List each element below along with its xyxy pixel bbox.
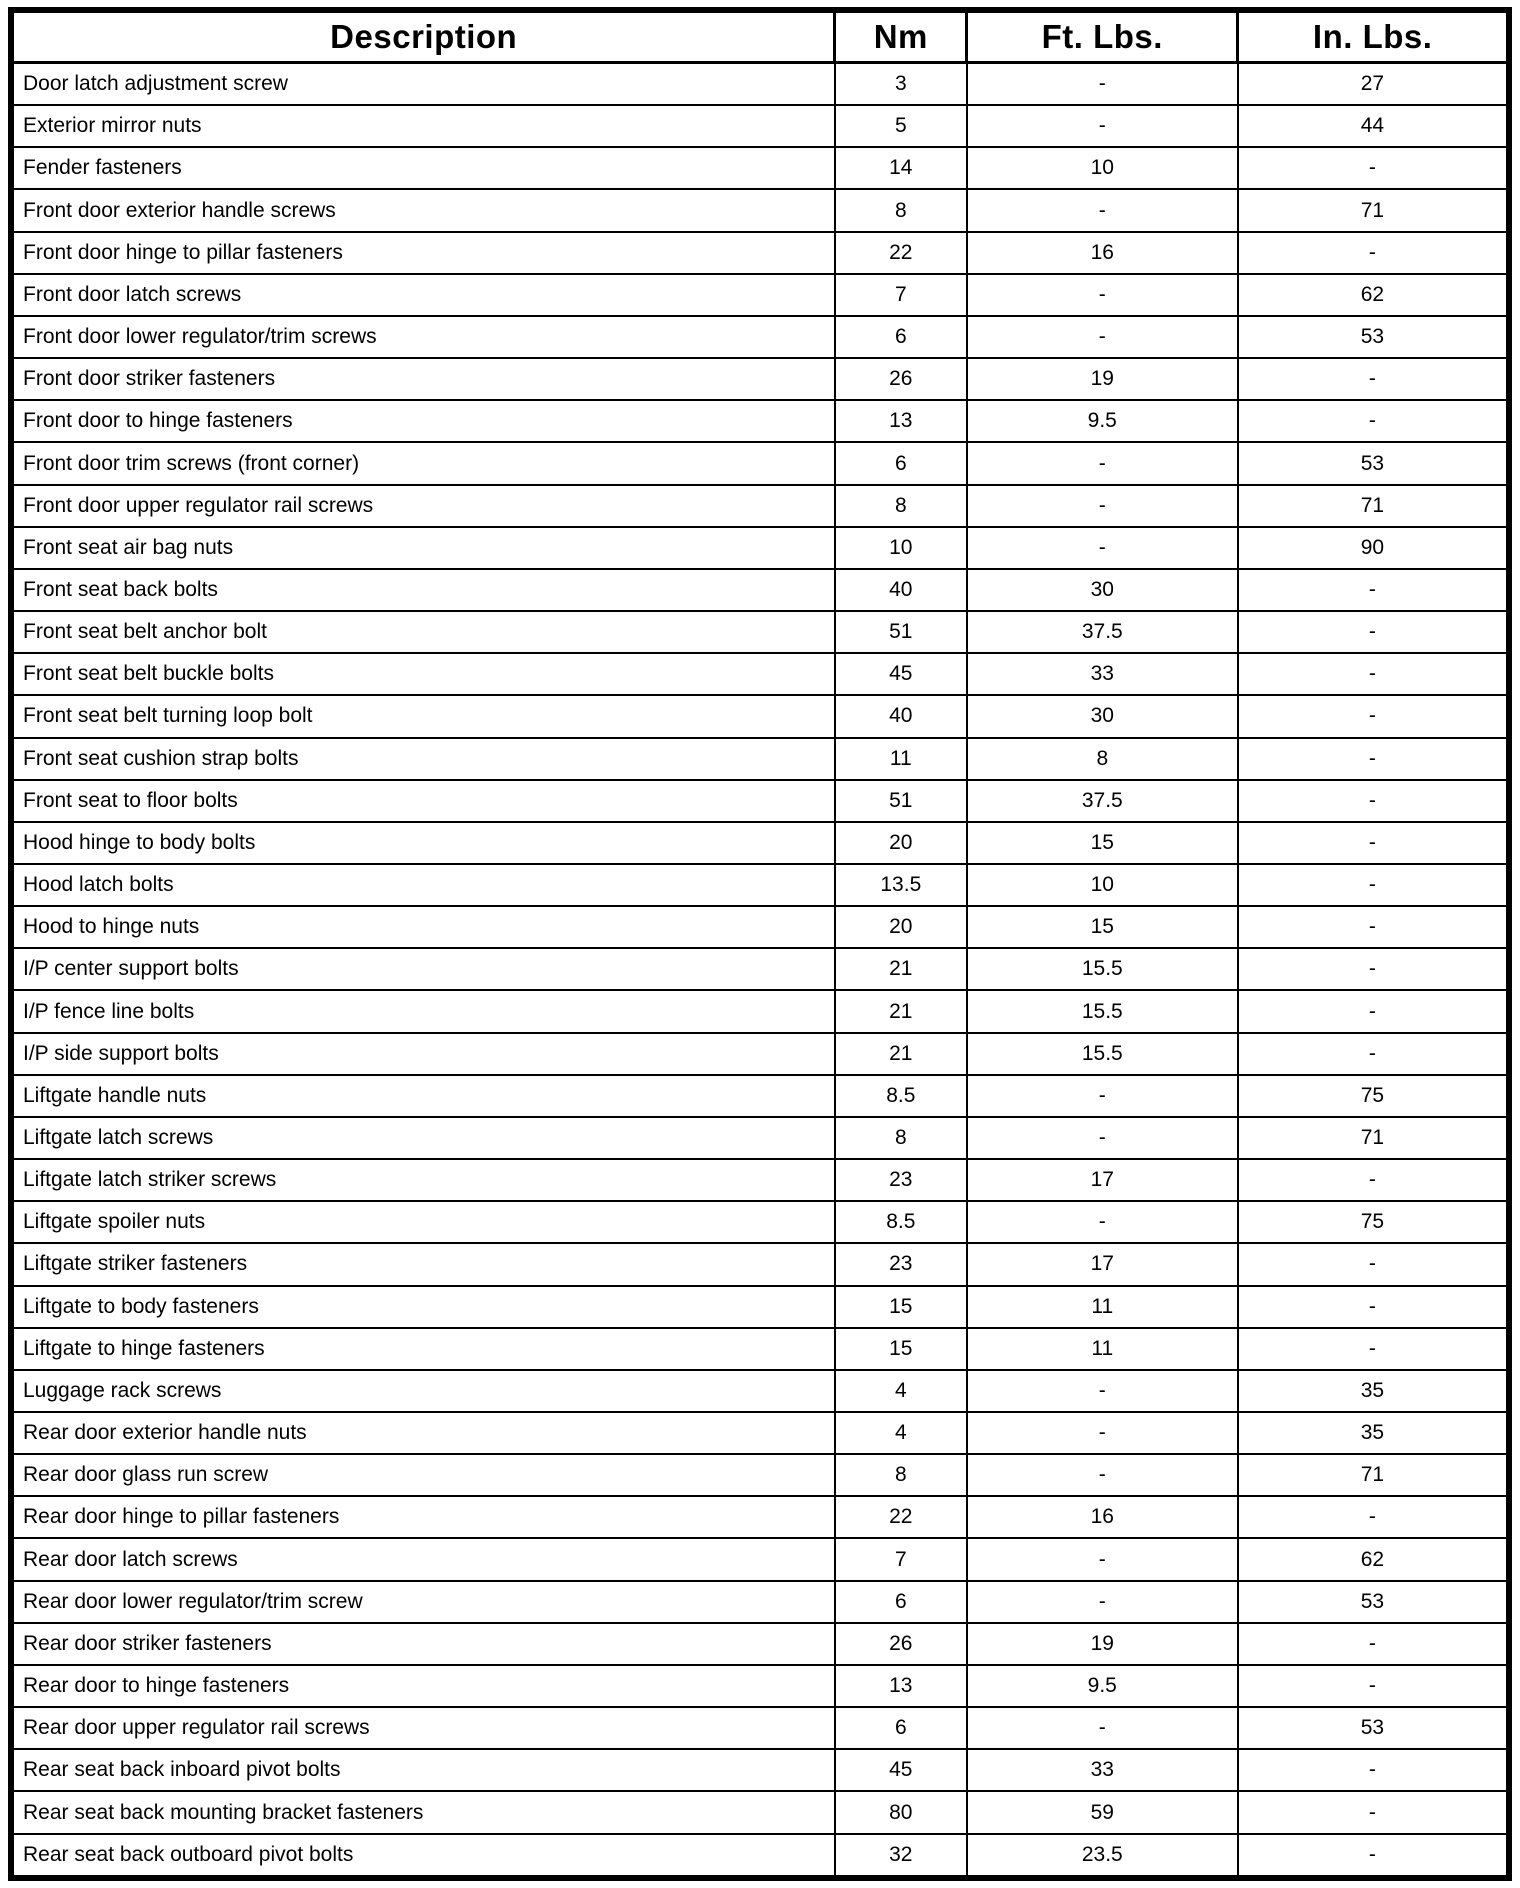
header-nm: Nm bbox=[835, 10, 967, 63]
nm-cell: 21 bbox=[835, 990, 967, 1032]
in-lbs-cell: 62 bbox=[1238, 1538, 1509, 1580]
nm-cell: 7 bbox=[835, 274, 967, 316]
nm-cell: 10 bbox=[835, 527, 967, 569]
ft-lbs-cell: - bbox=[967, 189, 1238, 231]
table-body bbox=[11, 63, 1509, 1879]
ft-lbs-cell: 37.5 bbox=[967, 780, 1238, 822]
in-lbs-cell: - bbox=[1238, 780, 1509, 822]
table-row bbox=[11, 1412, 1509, 1454]
nm-cell: 40 bbox=[835, 569, 967, 611]
nm-cell: 22 bbox=[835, 1496, 967, 1538]
description-cell: Rear door hinge to pillar fasteners bbox=[11, 1496, 835, 1538]
table-row bbox=[11, 1707, 1509, 1749]
description-cell: Liftgate spoiler nuts bbox=[11, 1201, 835, 1243]
in-lbs-cell: - bbox=[1238, 738, 1509, 780]
nm-cell: 20 bbox=[835, 822, 967, 864]
table-row bbox=[11, 1159, 1509, 1201]
table-row bbox=[11, 611, 1509, 653]
description-cell: Liftgate to hinge fasteners bbox=[11, 1328, 835, 1370]
description-cell: Liftgate handle nuts bbox=[11, 1075, 835, 1117]
table-row bbox=[11, 948, 1509, 990]
ft-lbs-cell: - bbox=[967, 105, 1238, 147]
description-cell: Rear door striker fasteners bbox=[11, 1623, 835, 1665]
nm-cell: 26 bbox=[835, 1623, 967, 1665]
description-cell: Exterior mirror nuts bbox=[11, 105, 835, 147]
ft-lbs-cell: - bbox=[967, 1454, 1238, 1496]
table-row bbox=[11, 105, 1509, 147]
description-cell: Front door trim screws (front corner) bbox=[11, 442, 835, 484]
ft-lbs-cell: - bbox=[967, 63, 1238, 106]
nm-cell: 20 bbox=[835, 906, 967, 948]
nm-cell: 13 bbox=[835, 400, 967, 442]
ft-lbs-cell: 15 bbox=[967, 822, 1238, 864]
in-lbs-cell: 53 bbox=[1238, 1707, 1509, 1749]
ft-lbs-cell: 30 bbox=[967, 569, 1238, 611]
description-cell: Hood to hinge nuts bbox=[11, 906, 835, 948]
table-row bbox=[11, 738, 1509, 780]
ft-lbs-cell: 16 bbox=[967, 232, 1238, 274]
description-cell: Fender fasteners bbox=[11, 147, 835, 189]
in-lbs-cell: - bbox=[1238, 1834, 1509, 1878]
ft-lbs-cell: - bbox=[967, 1370, 1238, 1412]
description-cell: I/P side support bolts bbox=[11, 1033, 835, 1075]
nm-cell: 51 bbox=[835, 780, 967, 822]
in-lbs-cell: - bbox=[1238, 232, 1509, 274]
table-row bbox=[11, 1834, 1509, 1878]
header-row bbox=[11, 10, 1509, 63]
ft-lbs-cell: - bbox=[967, 1075, 1238, 1117]
description-cell: Front door upper regulator rail screws bbox=[11, 485, 835, 527]
nm-cell: 26 bbox=[835, 358, 967, 400]
in-lbs-cell: - bbox=[1238, 1665, 1509, 1707]
table-row bbox=[11, 1538, 1509, 1580]
in-lbs-cell: - bbox=[1238, 1286, 1509, 1328]
table-row bbox=[11, 189, 1509, 231]
description-cell: Rear door upper regulator rail screws bbox=[11, 1707, 835, 1749]
in-lbs-cell: 53 bbox=[1238, 442, 1509, 484]
ft-lbs-cell: - bbox=[967, 1581, 1238, 1623]
table-row bbox=[11, 442, 1509, 484]
nm-cell: 4 bbox=[835, 1412, 967, 1454]
in-lbs-cell: - bbox=[1238, 653, 1509, 695]
in-lbs-cell: - bbox=[1238, 569, 1509, 611]
description-cell: Door latch adjustment screw bbox=[11, 63, 835, 106]
ft-lbs-cell: 33 bbox=[967, 1749, 1238, 1791]
table-row bbox=[11, 1749, 1509, 1791]
in-lbs-cell: 44 bbox=[1238, 105, 1509, 147]
ft-lbs-cell: - bbox=[967, 1707, 1238, 1749]
nm-cell: 45 bbox=[835, 653, 967, 695]
in-lbs-cell: - bbox=[1238, 990, 1509, 1032]
table-row bbox=[11, 358, 1509, 400]
nm-cell: 8 bbox=[835, 1117, 967, 1159]
description-cell: Rear seat back inboard pivot bolts bbox=[11, 1749, 835, 1791]
table-row bbox=[11, 569, 1509, 611]
table-row bbox=[11, 400, 1509, 442]
description-cell: Liftgate striker fasteners bbox=[11, 1243, 835, 1285]
nm-cell: 13.5 bbox=[835, 864, 967, 906]
nm-cell: 15 bbox=[835, 1328, 967, 1370]
table-row bbox=[11, 147, 1509, 189]
table-row bbox=[11, 1075, 1509, 1117]
in-lbs-cell: 90 bbox=[1238, 527, 1509, 569]
description-cell: Front door lower regulator/trim screws bbox=[11, 316, 835, 358]
ft-lbs-cell: - bbox=[967, 485, 1238, 527]
nm-cell: 32 bbox=[835, 1834, 967, 1878]
in-lbs-cell: 75 bbox=[1238, 1075, 1509, 1117]
ft-lbs-cell: - bbox=[967, 1117, 1238, 1159]
nm-cell: 8 bbox=[835, 1454, 967, 1496]
ft-lbs-cell: 15.5 bbox=[967, 948, 1238, 990]
in-lbs-cell: - bbox=[1238, 1791, 1509, 1833]
description-cell: Hood latch bolts bbox=[11, 864, 835, 906]
header-in-lbs: In. Lbs. bbox=[1238, 10, 1509, 63]
ft-lbs-cell: 8 bbox=[967, 738, 1238, 780]
in-lbs-cell: - bbox=[1238, 358, 1509, 400]
ft-lbs-cell: - bbox=[967, 442, 1238, 484]
in-lbs-cell: - bbox=[1238, 400, 1509, 442]
description-cell: Front door hinge to pillar fasteners bbox=[11, 232, 835, 274]
description-cell: Front seat back bolts bbox=[11, 569, 835, 611]
description-cell: Rear door glass run screw bbox=[11, 1454, 835, 1496]
nm-cell: 6 bbox=[835, 1581, 967, 1623]
nm-cell: 23 bbox=[835, 1159, 967, 1201]
ft-lbs-cell: - bbox=[967, 1538, 1238, 1580]
description-cell: Rear door exterior handle nuts bbox=[11, 1412, 835, 1454]
in-lbs-cell: 71 bbox=[1238, 1454, 1509, 1496]
nm-cell: 51 bbox=[835, 611, 967, 653]
nm-cell: 6 bbox=[835, 442, 967, 484]
in-lbs-cell: - bbox=[1238, 611, 1509, 653]
ft-lbs-cell: 11 bbox=[967, 1328, 1238, 1370]
table-row bbox=[11, 1581, 1509, 1623]
ft-lbs-cell: - bbox=[967, 274, 1238, 316]
ft-lbs-cell: 59 bbox=[967, 1791, 1238, 1833]
in-lbs-cell: - bbox=[1238, 864, 1509, 906]
nm-cell: 8.5 bbox=[835, 1201, 967, 1243]
ft-lbs-cell: 19 bbox=[967, 1623, 1238, 1665]
ft-lbs-cell: 9.5 bbox=[967, 1665, 1238, 1707]
description-cell: Rear seat back mounting bracket fasteners bbox=[11, 1791, 835, 1833]
description-cell: Front seat belt buckle bolts bbox=[11, 653, 835, 695]
table-row bbox=[11, 274, 1509, 316]
description-cell: Hood hinge to body bolts bbox=[11, 822, 835, 864]
nm-cell: 21 bbox=[835, 1033, 967, 1075]
nm-cell: 80 bbox=[835, 1791, 967, 1833]
description-cell: I/P fence line bolts bbox=[11, 990, 835, 1032]
in-lbs-cell: 35 bbox=[1238, 1412, 1509, 1454]
in-lbs-cell: 62 bbox=[1238, 274, 1509, 316]
nm-cell: 3 bbox=[835, 63, 967, 106]
table-row bbox=[11, 1454, 1509, 1496]
description-cell: Front seat cushion strap bolts bbox=[11, 738, 835, 780]
in-lbs-cell: 71 bbox=[1238, 485, 1509, 527]
in-lbs-cell: 35 bbox=[1238, 1370, 1509, 1412]
ft-lbs-cell: 23.5 bbox=[967, 1834, 1238, 1878]
table-row bbox=[11, 653, 1509, 695]
description-cell: Front door exterior handle screws bbox=[11, 189, 835, 231]
table-row bbox=[11, 1623, 1509, 1665]
table-row bbox=[11, 1328, 1509, 1370]
nm-cell: 21 bbox=[835, 948, 967, 990]
table-row bbox=[11, 695, 1509, 737]
table-row bbox=[11, 1496, 1509, 1538]
table-row bbox=[11, 63, 1509, 106]
description-cell: Front seat air bag nuts bbox=[11, 527, 835, 569]
table-row bbox=[11, 316, 1509, 358]
in-lbs-cell: - bbox=[1238, 695, 1509, 737]
ft-lbs-cell: 15.5 bbox=[967, 990, 1238, 1032]
ft-lbs-cell: 10 bbox=[967, 864, 1238, 906]
table-row bbox=[11, 1665, 1509, 1707]
nm-cell: 7 bbox=[835, 1538, 967, 1580]
description-cell: Liftgate latch screws bbox=[11, 1117, 835, 1159]
description-cell: Front door to hinge fasteners bbox=[11, 400, 835, 442]
in-lbs-cell: 53 bbox=[1238, 1581, 1509, 1623]
table-row bbox=[11, 990, 1509, 1032]
ft-lbs-cell: 10 bbox=[967, 147, 1238, 189]
nm-cell: 6 bbox=[835, 1707, 967, 1749]
in-lbs-cell: - bbox=[1238, 1496, 1509, 1538]
description-cell: Rear seat back outboard pivot bolts bbox=[11, 1834, 835, 1878]
in-lbs-cell: 27 bbox=[1238, 63, 1509, 106]
nm-cell: 11 bbox=[835, 738, 967, 780]
ft-lbs-cell: 37.5 bbox=[967, 611, 1238, 653]
in-lbs-cell: - bbox=[1238, 822, 1509, 864]
nm-cell: 22 bbox=[835, 232, 967, 274]
table-row bbox=[11, 1370, 1509, 1412]
ft-lbs-cell: - bbox=[967, 316, 1238, 358]
table-row bbox=[11, 1791, 1509, 1833]
table-row bbox=[11, 780, 1509, 822]
in-lbs-cell: - bbox=[1238, 948, 1509, 990]
description-cell: Front seat belt anchor bolt bbox=[11, 611, 835, 653]
in-lbs-cell: - bbox=[1238, 1243, 1509, 1285]
header-description: Description bbox=[11, 10, 835, 63]
description-cell: Liftgate latch striker screws bbox=[11, 1159, 835, 1201]
ft-lbs-cell: 33 bbox=[967, 653, 1238, 695]
table-row bbox=[11, 906, 1509, 948]
table-row bbox=[11, 527, 1509, 569]
header-ft-lbs: Ft. Lbs. bbox=[967, 10, 1238, 63]
in-lbs-cell: - bbox=[1238, 147, 1509, 189]
nm-cell: 40 bbox=[835, 695, 967, 737]
in-lbs-cell: - bbox=[1238, 1623, 1509, 1665]
description-cell: Rear door lower regulator/trim screw bbox=[11, 1581, 835, 1623]
ft-lbs-cell: 15 bbox=[967, 906, 1238, 948]
ft-lbs-cell: - bbox=[967, 1201, 1238, 1243]
nm-cell: 45 bbox=[835, 1749, 967, 1791]
torque-spec-table bbox=[8, 7, 1512, 1881]
in-lbs-cell: 71 bbox=[1238, 1117, 1509, 1159]
description-cell: Liftgate to body fasteners bbox=[11, 1286, 835, 1328]
table-row bbox=[11, 232, 1509, 274]
nm-cell: 8 bbox=[835, 189, 967, 231]
table-row bbox=[11, 1243, 1509, 1285]
nm-cell: 4 bbox=[835, 1370, 967, 1412]
description-cell: I/P center support bolts bbox=[11, 948, 835, 990]
in-lbs-cell: - bbox=[1238, 1749, 1509, 1791]
ft-lbs-cell: 11 bbox=[967, 1286, 1238, 1328]
ft-lbs-cell: 15.5 bbox=[967, 1033, 1238, 1075]
description-cell: Rear door to hinge fasteners bbox=[11, 1665, 835, 1707]
in-lbs-cell: - bbox=[1238, 1159, 1509, 1201]
nm-cell: 8 bbox=[835, 485, 967, 527]
nm-cell: 6 bbox=[835, 316, 967, 358]
description-cell: Front door latch screws bbox=[11, 274, 835, 316]
ft-lbs-cell: 17 bbox=[967, 1159, 1238, 1201]
nm-cell: 15 bbox=[835, 1286, 967, 1328]
nm-cell: 23 bbox=[835, 1243, 967, 1285]
nm-cell: 8.5 bbox=[835, 1075, 967, 1117]
description-cell: Front seat belt turning loop bolt bbox=[11, 695, 835, 737]
in-lbs-cell: 53 bbox=[1238, 316, 1509, 358]
nm-cell: 13 bbox=[835, 1665, 967, 1707]
table-row bbox=[11, 864, 1509, 906]
description-cell: Luggage rack screws bbox=[11, 1370, 835, 1412]
table-row bbox=[11, 1201, 1509, 1243]
description-cell: Front door striker fasteners bbox=[11, 358, 835, 400]
description-cell: Front seat to floor bolts bbox=[11, 780, 835, 822]
ft-lbs-cell: 16 bbox=[967, 1496, 1238, 1538]
table-row bbox=[11, 822, 1509, 864]
nm-cell: 5 bbox=[835, 105, 967, 147]
in-lbs-cell: - bbox=[1238, 906, 1509, 948]
table-row bbox=[11, 1117, 1509, 1159]
table-row bbox=[11, 485, 1509, 527]
table-header bbox=[11, 10, 1509, 63]
nm-cell: 14 bbox=[835, 147, 967, 189]
description-cell: Rear door latch screws bbox=[11, 1538, 835, 1580]
ft-lbs-cell: - bbox=[967, 527, 1238, 569]
ft-lbs-cell: 17 bbox=[967, 1243, 1238, 1285]
table-row bbox=[11, 1286, 1509, 1328]
ft-lbs-cell: 19 bbox=[967, 358, 1238, 400]
ft-lbs-cell: 9.5 bbox=[967, 400, 1238, 442]
in-lbs-cell: 71 bbox=[1238, 189, 1509, 231]
ft-lbs-cell: - bbox=[967, 1412, 1238, 1454]
in-lbs-cell: - bbox=[1238, 1328, 1509, 1370]
in-lbs-cell: 75 bbox=[1238, 1201, 1509, 1243]
ft-lbs-cell: 30 bbox=[967, 695, 1238, 737]
table-row bbox=[11, 1033, 1509, 1075]
in-lbs-cell: - bbox=[1238, 1033, 1509, 1075]
